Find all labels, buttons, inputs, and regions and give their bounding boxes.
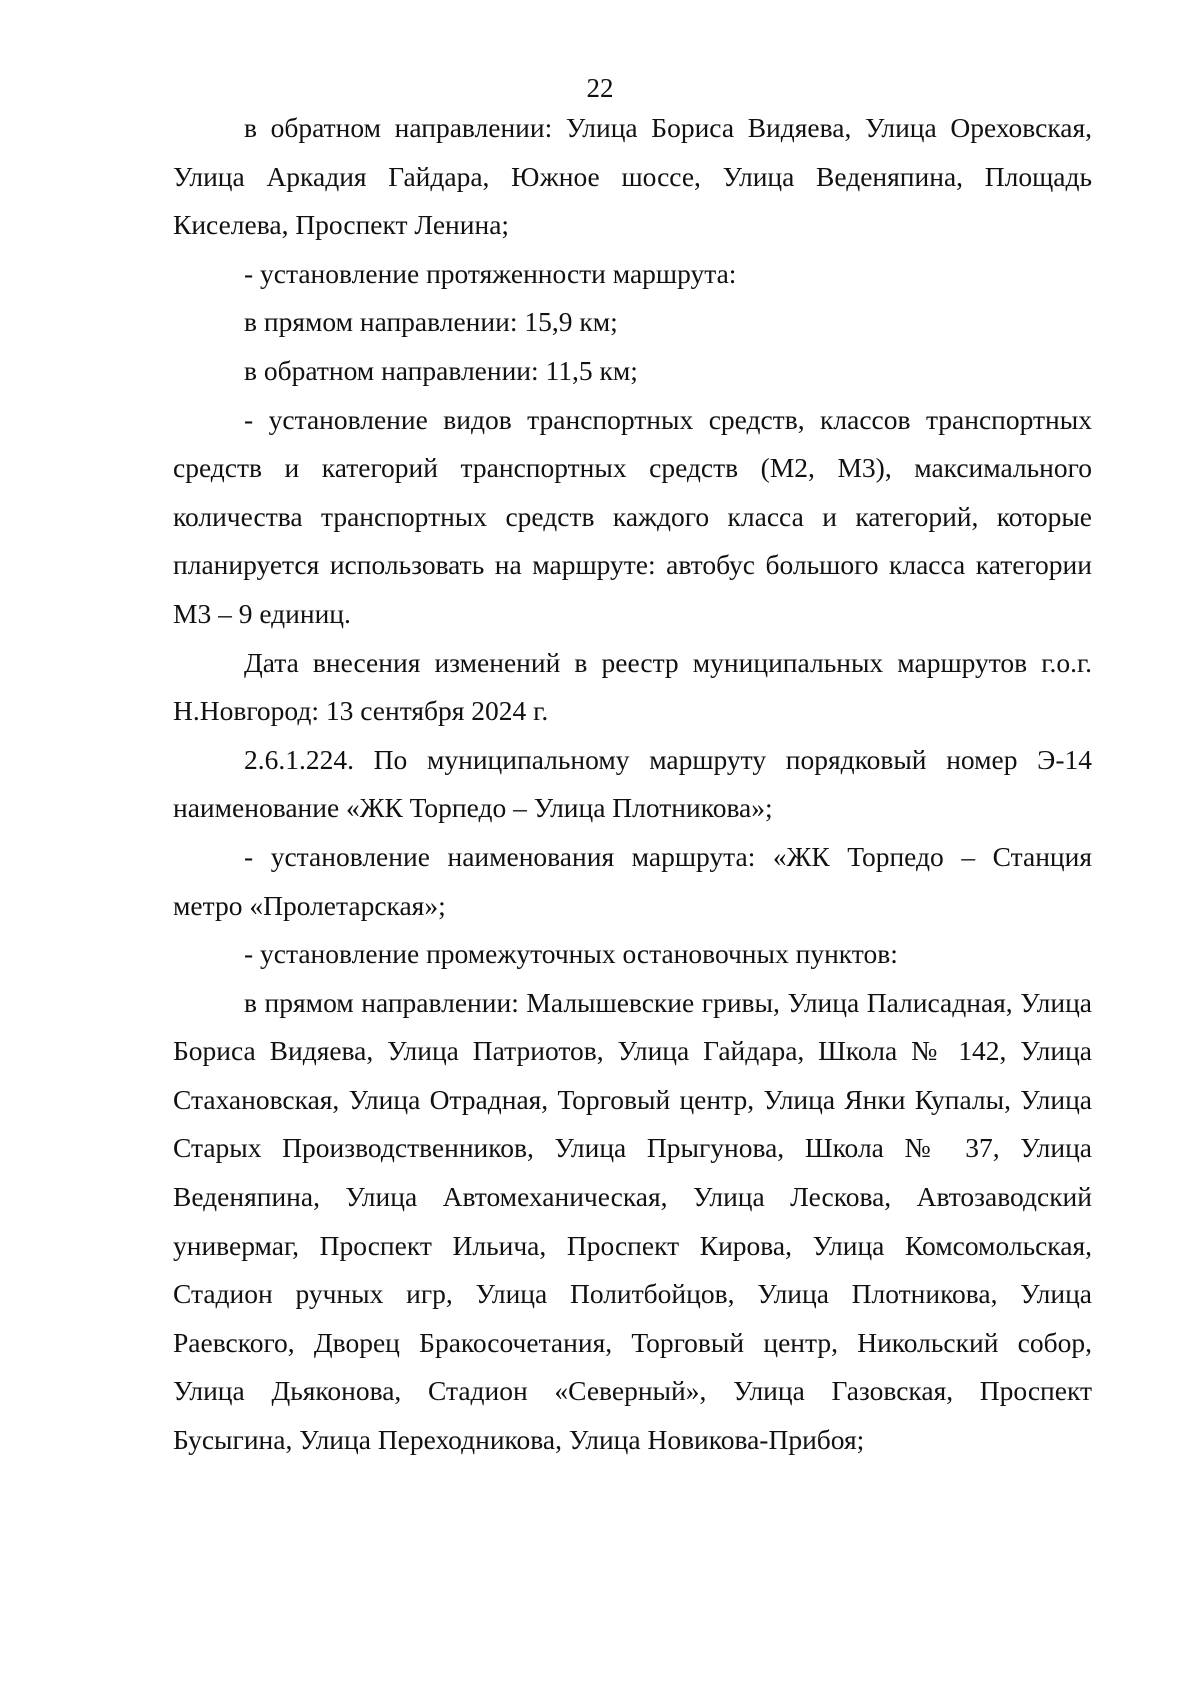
paragraph-vehicle-types: - установление видов транспортных средств, классов транспортных средств и категорий транспортных средств (М2, М3), максимального количества транспортных средств каждого класса и категорий, которые планируется использовать на маршруте: автобус большого класса категории М3 – 9 единиц.	[173, 403, 1092, 629]
paragraph-route-name-change: - установление наименования маршрута: «ЖК Торпедо – Станция метро «Пролетарская»;	[173, 840, 1092, 921]
paragraph-registry-date: Дата внесения изменений в реестр муниципальных маршрутов г.о.г. Н.Новгород: 13 сентября 2024 г.	[173, 646, 1092, 727]
page-number: 22	[586, 73, 614, 103]
paragraph-forward-direction-stops: в прямом направлении: Малышевские гривы, Улица Палисадная, Улица Бориса Видяева, Улица Патриотов, Улица Гайдара, Школа № 142, Улица Стахановская, Улица Отрадная, Торговый центр, Улица Янки Купалы, Улица Старых Производственников, Улица Прыгунова, Школа № 37, Улица Веденяпина, Улица Автомеханическая, Улица Лескова, Автозаводский универмаг, Проспект Ильича, Проспект Кирова, Улица Комсомольская, Стадион ручных игр, Улица Политбойцов, Улица Плотникова, Улица Раевского, Дворец Бракосочетания, Торговый центр, Никольский собор, Улица Дьяконова, Стадион «Северный», Улица Газовская, Проспект Бусыгина, Улица Переходникова, Улица Новикова-Прибоя;	[173, 986, 1092, 1456]
paragraph-reverse-length: в обратном направлении: 11,5 км;	[244, 354, 638, 386]
paragraph-route-length-heading: - установление протяженности маршрута:	[244, 257, 737, 289]
paragraph-route-e14-heading: 2.6.1.224. По муниципальному маршруту порядковый номер Э-14 наименование «ЖК Торпедо – Улица Плотникова»;	[173, 743, 1092, 824]
document-body	[173, 104, 1092, 1465]
paragraph-forward-length: в прямом направлении: 15,9 км;	[244, 306, 618, 338]
paragraph-intermediate-stops-heading: - установление промежуточных остановочных пунктов:	[244, 938, 898, 970]
paragraph-reverse-direction-stops: в обратном направлении: Улица Бориса Видяева, Улица Ореховская, Улица Аркадия Гайдара, Южное шоссе, Улица Веденяпина, Площадь Киселева, Проспект Ленина;	[173, 112, 1092, 241]
